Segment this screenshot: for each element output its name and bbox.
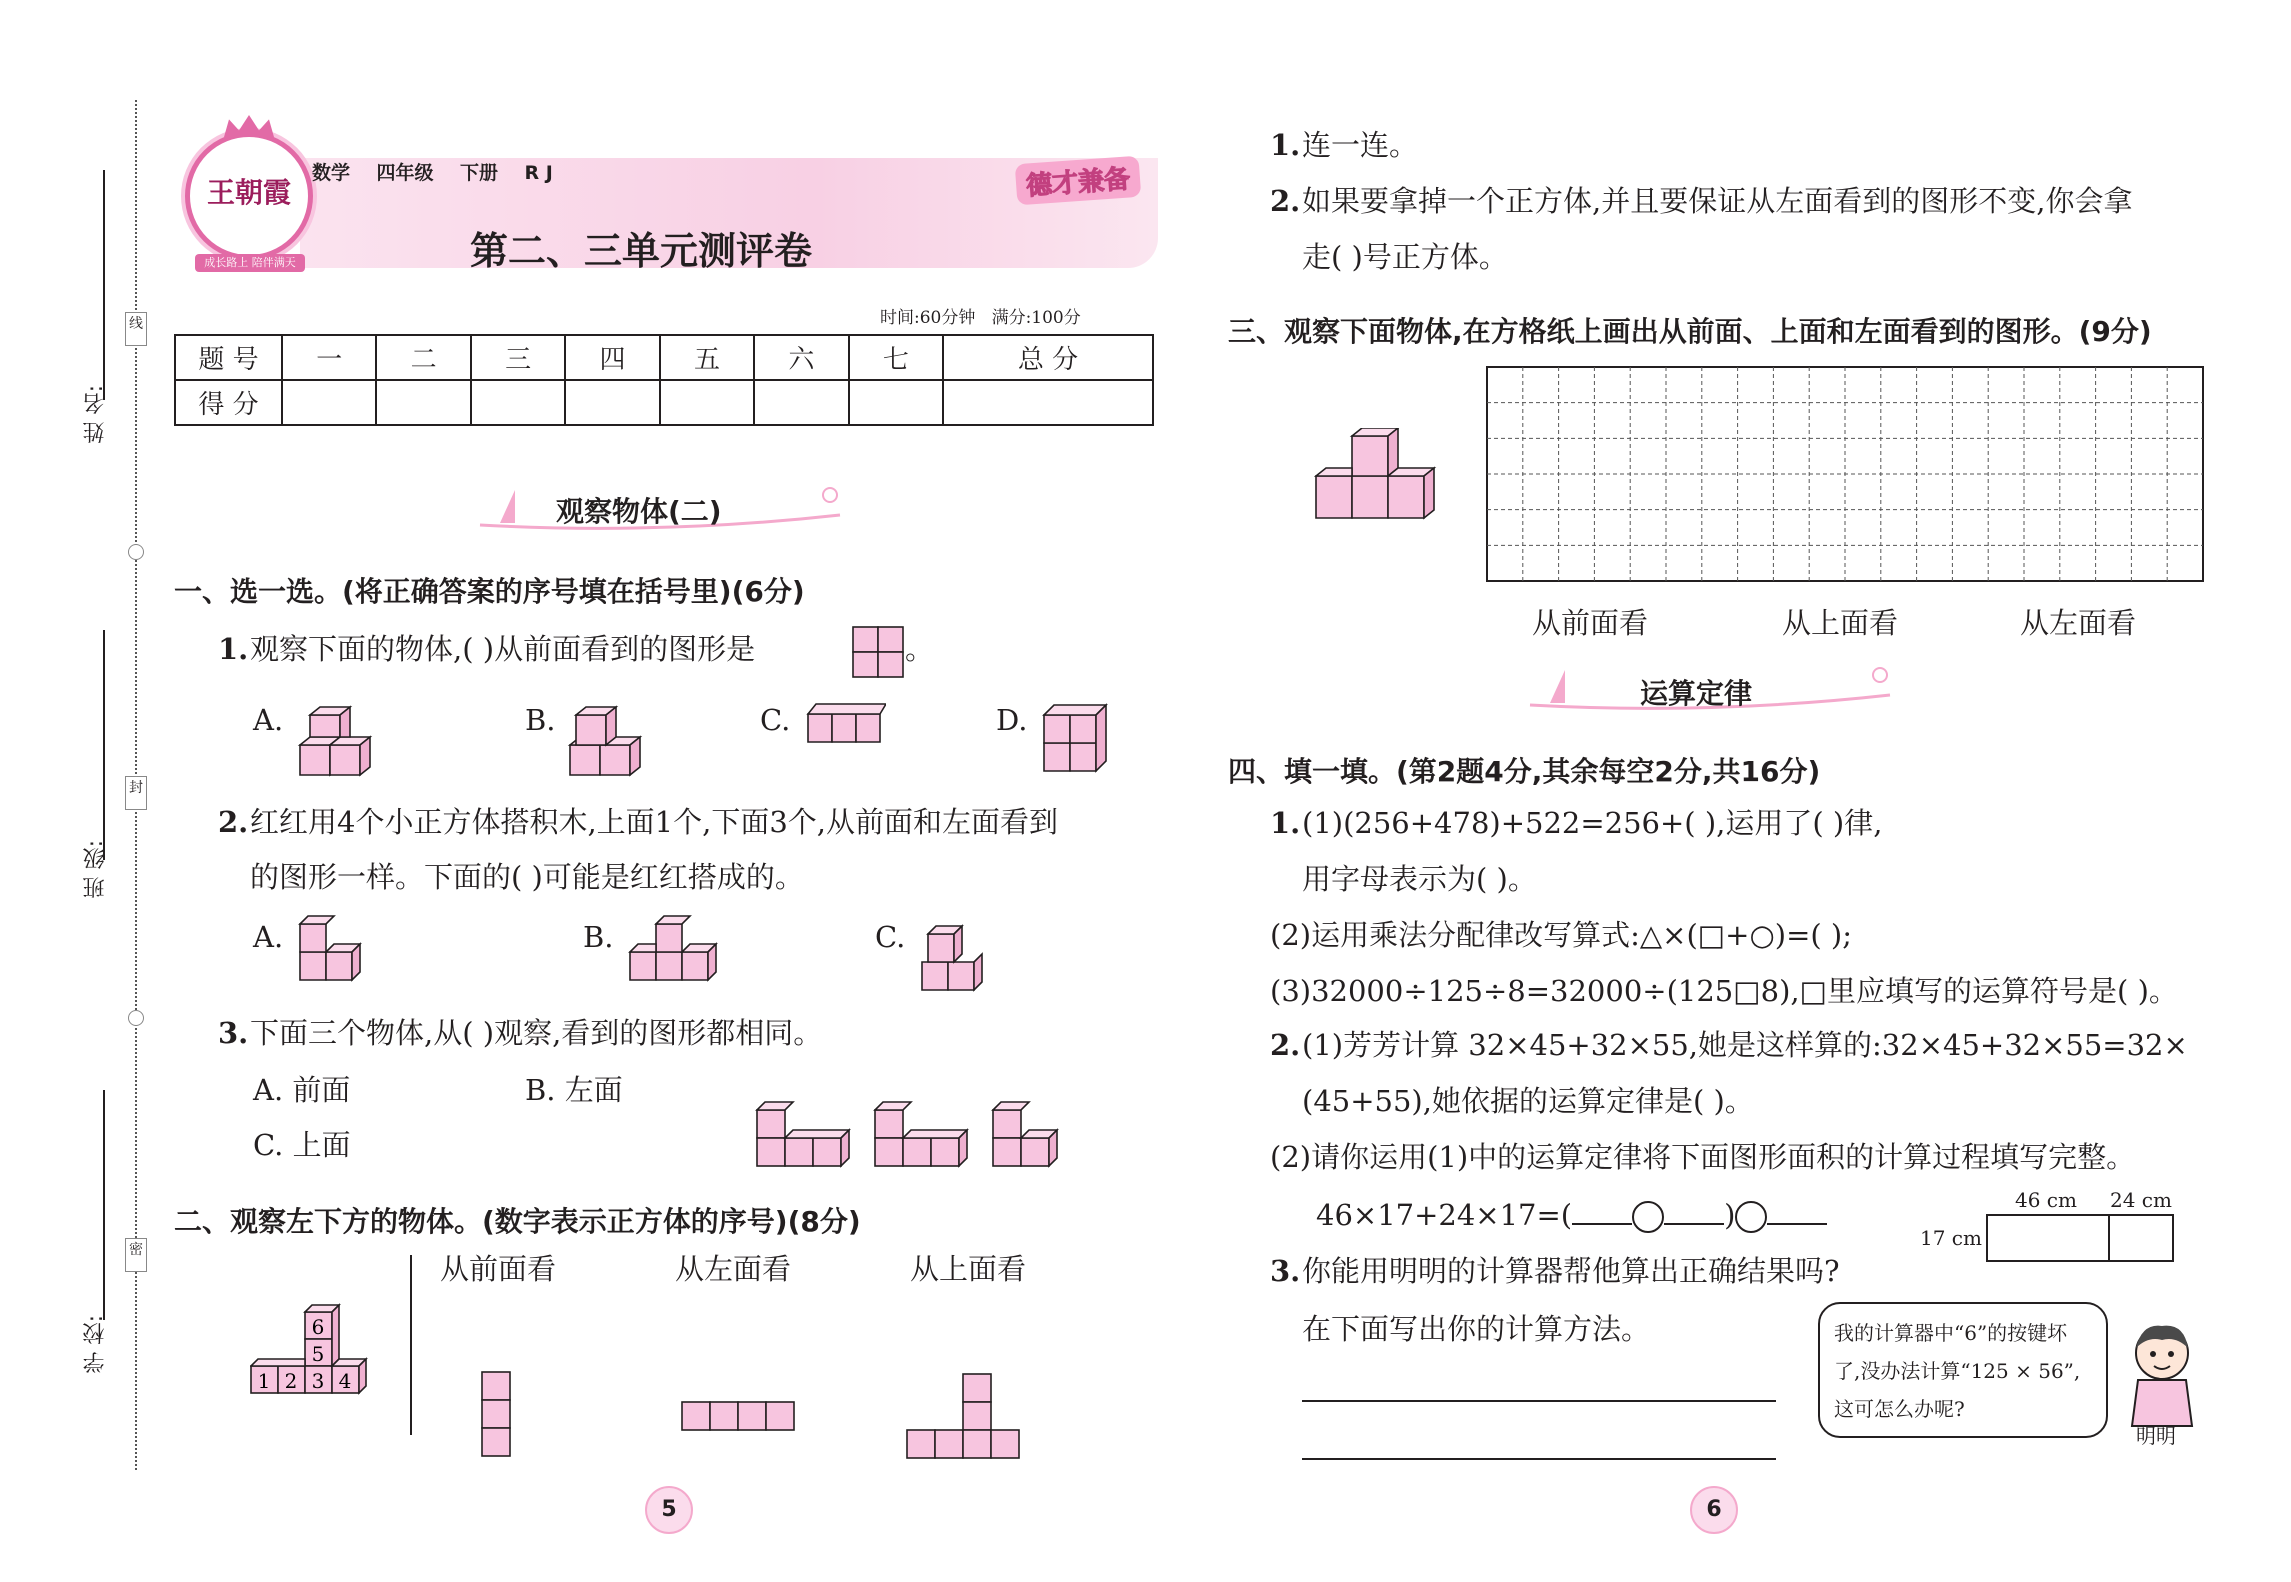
f2-part-a-line-2: (45+55),她依据的运算定律是( )。 [1302, 1084, 1754, 1118]
q2-line-2: 的图形一样。下面的( )可能是红红搭成的。 [250, 860, 804, 894]
operator-circle[interactable] [1632, 1201, 1664, 1233]
margin-circle-icon [128, 1010, 144, 1026]
q3-option-c[interactable]: C. 上面 [253, 1128, 351, 1162]
class-label: 班 级: [83, 840, 108, 899]
f1-number: 1. [1270, 806, 1301, 840]
brand-tag-1: 成长路上 [204, 256, 249, 269]
score-input-cell[interactable] [943, 380, 1153, 425]
score-header-cell: 七 [849, 335, 943, 380]
cube-number: 4 [338, 1369, 352, 1393]
score-input-cell[interactable] [282, 380, 376, 425]
score-header-cell: 一 [282, 335, 376, 380]
answer-line[interactable] [1302, 1458, 1776, 1460]
score-input-cell[interactable] [471, 380, 565, 425]
front-view-shape [480, 1370, 514, 1460]
r1-number: 1. [1270, 128, 1301, 162]
grade: 四年级 [376, 162, 434, 184]
crown-icon [224, 115, 274, 137]
q2-option-a[interactable]: A. [253, 920, 284, 954]
score-table-score-row [175, 380, 1153, 425]
f2-calc: 46×17+24×17=( ) [1316, 1200, 1827, 1233]
cube-number: 1 [257, 1369, 271, 1393]
brand-tag-2: 陪伴满天 [251, 256, 296, 269]
character-name: 明明 [2136, 1424, 2176, 1448]
drawing-grid[interactable] [1486, 366, 2204, 582]
q2-number: 2. [218, 805, 249, 839]
time-info [880, 303, 1081, 328]
score-header-cell: 题 号 [175, 335, 282, 380]
r2-line-2: 走( )号正方体。 [1302, 240, 1508, 274]
cube-number: 5 [311, 1342, 325, 1366]
brand-ribbon [195, 254, 305, 272]
q1-number: 1. [218, 632, 249, 666]
left-view-shape [680, 1400, 796, 1434]
score-table-header-row [175, 335, 1153, 380]
brand-logo [185, 132, 313, 260]
page-number-right: 6 [1690, 1486, 1738, 1534]
score-input-cell[interactable] [849, 380, 943, 425]
speech-bubble-text: 我的计算器中“6”的按键坏了,没办法计算“125 × 56”,这可怎么办呢? [1834, 1321, 2081, 1421]
rect-label-17: 17 cm [1920, 1226, 1982, 1250]
score-input-cell[interactable] [660, 380, 754, 425]
section-3-title: 三、观察下面物体,在方格纸上画出从前面、上面和左面看到的图形。(9分) [1228, 315, 2152, 348]
margin-circle-icon [128, 544, 144, 560]
f2-part-b: (2)请你运用(1)中的运算定律将下面图形面积的计算过程填写完整。 [1270, 1140, 2136, 1174]
character-icon [2122, 1318, 2202, 1428]
school-blank-line [103, 1090, 105, 1320]
edition: R J [524, 162, 553, 184]
q1-option-b-figure [566, 695, 646, 777]
score-header-cell: 总 分 [943, 335, 1153, 380]
q3-text: 下面三个物体,从( )观察,看到的图形都相同。 [250, 1016, 823, 1050]
q1-text: 观察下面的物体,( )从前面看到的图形是 [250, 632, 756, 666]
q2-option-b[interactable]: B. [583, 920, 614, 954]
f1-part-b: (2)运用乘法分配律改写算式:△×(□+○)=( ); [1270, 918, 1852, 952]
bind-mark: 密 [125, 1238, 147, 1272]
section-2-divider [410, 1255, 412, 1435]
subject: 数学 [312, 162, 351, 184]
section-1-title: 一、选一选。(将正确答案的序号填在括号里)(6分) [174, 575, 805, 608]
section-3-object [1314, 428, 1446, 524]
r2-number: 2. [1270, 184, 1301, 218]
class-blank-line [103, 630, 105, 860]
q3-option-a[interactable]: A. 前面 [253, 1073, 351, 1107]
line-mark: 线 [125, 312, 147, 346]
name-label: 姓 名: [83, 385, 108, 444]
f1-part-a: (1)(256+478)+522=256+( ),运用了( )律, [1302, 806, 1883, 840]
f1-part-a-line-2: 用字母表示为( )。 [1302, 862, 1537, 896]
score-header-cell: 二 [376, 335, 470, 380]
q2-option-b-figure [626, 912, 718, 984]
r1-text: 连一连。 [1302, 128, 1419, 162]
view-label-left: 从左面看 [675, 1252, 792, 1286]
unit-heading-1: 观察物体(二) [556, 495, 722, 528]
grid-label-left: 从左面看 [2020, 606, 2137, 640]
score-input-cell[interactable] [565, 380, 659, 425]
speech-bubble [1818, 1302, 2108, 1438]
f3-text-2: 在下面写出你的计算方法。 [1302, 1312, 1651, 1346]
cube-number: 6 [311, 1315, 325, 1339]
q1-option-b[interactable]: B. [525, 703, 556, 737]
blank[interactable] [1767, 1223, 1827, 1225]
q1-end: 。 [905, 632, 935, 666]
school-label: 学 校: [83, 1315, 108, 1374]
view-label-front: 从前面看 [440, 1252, 557, 1286]
q2-option-c[interactable]: C. [875, 920, 906, 954]
q1-target-shape [852, 626, 904, 678]
q1-option-d-figure [1040, 695, 1120, 777]
q2-line-1: 红红用4个小正方体搭积木,上面1个,下面3个,从前面和左面看到 [250, 805, 1059, 839]
exam-time: 时间:60分钟 [880, 308, 976, 328]
brand-logo-text: 王朝霞 [206, 176, 291, 209]
term: 下册 [459, 162, 498, 184]
q1-option-c-figure [804, 700, 886, 746]
score-header-cell: 五 [660, 335, 754, 380]
score-row-label: 得 分 [175, 380, 282, 425]
r2-line-1: 如果要拿掉一个正方体,并且要保证从左面看到的图形不变,你会拿 [1302, 184, 2133, 218]
cube-number: 3 [311, 1369, 325, 1393]
section-4-title: 四、填一填。(第2题4分,其余每空2分,共16分) [1228, 755, 1821, 788]
grid-label-top: 从上面看 [1782, 606, 1899, 640]
cube-number: 2 [284, 1369, 298, 1393]
q1-option-a-figure [296, 695, 376, 777]
operator-circle[interactable] [1735, 1201, 1767, 1233]
q2-option-a-figure [296, 912, 376, 984]
motto-badge: 德才兼备 [1015, 156, 1142, 206]
view-label-top: 从上面看 [910, 1252, 1027, 1286]
score-table [174, 334, 1154, 426]
score-input-cell[interactable] [376, 380, 470, 425]
q3-objects-figure [755, 1090, 1075, 1170]
seal-mark: 封 [125, 776, 147, 810]
rect-label-46: 46 cm [2015, 1188, 2077, 1212]
q3-option-b[interactable]: B. 左面 [525, 1073, 623, 1107]
page-number-left: 5 [645, 1486, 693, 1534]
q1-option-d[interactable]: D. [996, 703, 1028, 737]
blank[interactable] [1572, 1223, 1632, 1225]
q2-option-c-figure [918, 912, 998, 994]
rectangle-divider [2108, 1216, 2110, 1260]
f3-text: 你能用明明的计算器帮他算出正确结果吗? [1302, 1254, 1840, 1288]
full-score: 满分:100分 [991, 308, 1081, 328]
page-title: 第二、三单元测评卷 [470, 229, 813, 273]
numbered-cubes-figure [250, 1300, 380, 1410]
q1-option-a[interactable]: A. [253, 703, 284, 737]
f1-part-c: (3)32000÷125÷8=32000÷(125□8),□里应填写的运算符号是( )。 [1270, 974, 2178, 1008]
score-header-cell: 四 [565, 335, 659, 380]
top-view-shape [905, 1372, 1021, 1462]
score-header-cell: 三 [471, 335, 565, 380]
f3-number: 3. [1270, 1254, 1301, 1288]
q1-option-c[interactable]: C. [760, 703, 791, 737]
rect-label-24: 24 cm [2110, 1188, 2172, 1212]
unit-heading-2: 运算定律 [1640, 677, 1753, 710]
course-info [312, 158, 553, 185]
section-2-title: 二、观察左下方的物体。(数字表示正方体的序号)(8分) [174, 1205, 861, 1238]
blank[interactable] [1664, 1223, 1724, 1225]
grid-label-front: 从前面看 [1532, 606, 1649, 640]
f2-part-a: (1)芳芳计算 32×45+32×55,她是这样算的:32×45+32×55=32× [1302, 1028, 2188, 1062]
rectangle-figure [1986, 1214, 2174, 1262]
score-input-cell[interactable] [754, 380, 848, 425]
q3-number: 3. [218, 1016, 249, 1050]
score-header-cell: 六 [754, 335, 848, 380]
f2-calc-text: 46×17+24×17=( [1316, 1198, 1573, 1232]
f2-number: 2. [1270, 1028, 1301, 1062]
name-blank-line [103, 170, 105, 400]
answer-line[interactable] [1302, 1400, 1776, 1402]
